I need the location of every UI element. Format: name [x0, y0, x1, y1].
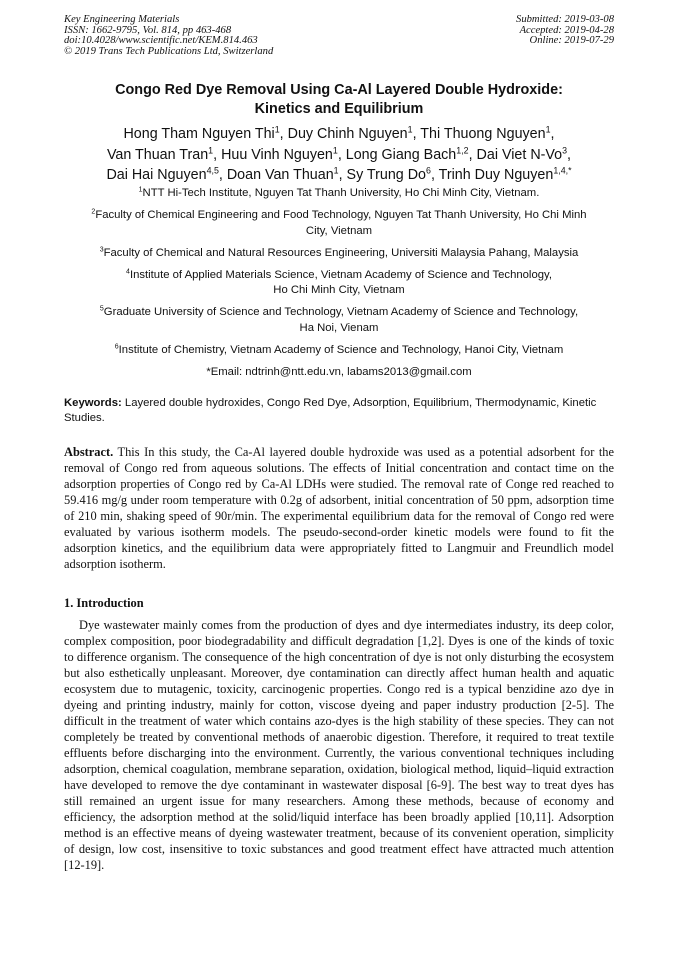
author: Van Thuan Tran [106, 146, 209, 163]
author: Thi Thuong Nguyen [420, 126, 546, 142]
author: Hong Tham Nguyen Thi [123, 126, 275, 142]
abstract-label: Abstract. [64, 445, 114, 459]
affiliation-1: $^1$NTT Hi-Tech Institute, Nguyen Tat Thanh University, Ho Chi Minh City, Vietnam. [138, 186, 540, 199]
author-affil-mark: 1 [274, 124, 280, 135]
title-line-2: Kinetics and Equilibrium [254, 101, 424, 117]
author-affil-mark: 6 [426, 165, 431, 176]
doi-link[interactable]: doi:10.4028/www.scientific.net/KEM.814.463 [64, 35, 258, 47]
author-list: Hong Tham Nguyen Thi$^1$, Duy Chinh Nguyen$^1$, Thi Thuong Nguyen$^1$, Van Thuan Tran$^1$, Huu Vinh Nguyen$^1$, Long Giang Bach$^{1,2}$, Dai Viet N-Vo$^3$, Dai Hai Nguyen$^{4,5}$, Doan Van Thuan$^1$, Sy Trung Do$^6$, Trinh Duy Nguyen$^{1,4,*}$ [106, 124, 572, 183]
abstract-text: This In this study, the Ca-Al layered double hydroxide was used as a potential adsorbent for the removal of Congo red from aqueous solutions. The effects of Initial concentration and contact time on the adsorption properties of Congo red by Ca-Al LDHs were studied. The removal rate of Conge red reached to 59.416 mg/g under room temperature with 0.2g of adsorbent, initial concentration of 50 ppm, adsorption time of 210 min, shaking speed of 90r/min. The experimental equilibrium data for the removal of Congo red were evaluated by various isotherm models. The pseudo-second-order kinetic models were found to fit the adsorption kinetics, and the equilibrium data were appropriately fitted to Langmuir and Freundlich model adsorption isotherm. [64, 445, 614, 571]
online-date: Online: 2019-07-29 [529, 35, 614, 47]
journal-name: Key Engineering Materials [64, 14, 180, 25]
author: Doan Van Thuan [226, 167, 334, 183]
author: Huu Vinh Nguyen [221, 146, 333, 163]
affiliations [64, 186, 614, 380]
author-affil-mark: 1,4,* [553, 165, 572, 176]
author: Long Giang Bach [345, 146, 457, 163]
affiliation-4: $^4$Institute of Applied Materials Science, Vietnam Academy of Science and Technology, Ho Chi Minh City, Vietnam [126, 268, 552, 296]
keywords-text: Layered double hydroxides, Congo Red Dye, Adsorption, Equilibrium, Thermodynamic, Kinetic Studies. [64, 397, 597, 424]
journal-issn: ISSN: 1662-9795, Vol. 814, pp 463-468 [64, 24, 232, 36]
affiliation-5: $^5$Graduate University of Science and Technology, Vietnam Academy of Science and Technology, Ha Noi, Vienam [99, 305, 579, 334]
corresponding-email[interactable]: *Email: ndtrinh@ntt.edu.vn, labams2013@gmail.com [206, 365, 472, 378]
author: Trinh Duy Nguyen [438, 167, 554, 183]
keywords-label: Keywords: [64, 397, 122, 409]
accepted-date: Accepted: 2019-04-28 [519, 24, 614, 36]
introduction-paragraph: Dye wastewater mainly comes from the production of dyes and dye intermediates industry, its deep color, complex composition, poor biodegradability and difficult degradation [1,2]. Dyes is one of the kinds of toxic to difference organism. The consequence of the high concentration of dye is not only disturbing the ecosystem but also esthetically unpleasant. Moreover, dye contamination can directly affect human health and aquatic ecosystem due to mutagenic, toxicity, carcinogenic properties. Congo red is a typical benzidine azo dye in dyeing and printing industry, mainly for cotton, viscose dyeing and paper industry production [2-5]. The difficult in the treatment of water which contains azo-dyes is the high stability of these species. They can not completely be treated by conventional methods of anaerobic digestion. Therefore, it required to treat textile effluents before discharging into the environment. Currently, the various conventional techniques including adsorption, chemical coagulation, membrane separation, oxidation, biological method, liquid–liquid extraction have developed to remove the dye contaminant in wastewater disposal [6-9]. The best way to treat dyes has still remained an urgent issue for many researchers. Among these methods, because of economy and efficiency, the adsorption method at the solid/liquid interface has been broadly applied [10,11]. Adsorption method is an effective means of dyeing wastewater treatment, because of its convenient operation, simplicity of design, low cost, insensitive to toxic substances and good treatment effect have attracted much attention [12-19]. [64, 618, 614, 872]
abstract [64, 444, 614, 572]
section-heading-introduction: 1. Introduction [64, 596, 144, 610]
author-affil-mark: 1 [208, 145, 214, 156]
author: Dai Hai Nguyen [106, 167, 207, 183]
author: Sy Trung Do [346, 167, 426, 183]
title-line-1: Congo Red Dye Removal Using Ca-Al Layered Double Hydroxide: [115, 82, 563, 98]
author-affil-mark: 1 [407, 124, 413, 135]
keywords [64, 396, 614, 426]
paper-title [64, 81, 614, 119]
author-affil-mark: 1 [545, 124, 551, 135]
author-affil-mark: 3 [562, 145, 568, 156]
author: Duy Chinh Nguyen [287, 126, 408, 142]
copyright: © 2019 Trans Tech Publications Ltd, Switzerland [64, 46, 274, 58]
author: Dai Viet N-Vo [476, 146, 563, 163]
affiliation-3: $^3$Faculty of Chemical and Natural Resources Engineering, Universiti Malaysia Pahang, Malaysia [99, 246, 579, 259]
author-affil-mark: 1,2 [456, 145, 469, 156]
author-affil-mark: 1 [332, 145, 338, 156]
affiliation-6: $^6$Institute of Chemistry, Vietnam Academy of Science and Technology, Hanoi City, Vietnam [114, 343, 564, 356]
submitted-date: Submitted: 2019-03-08 [516, 14, 614, 25]
journal-info [64, 15, 273, 58]
publication-dates [516, 15, 614, 47]
author-affil-mark: 1 [333, 165, 339, 176]
author-affil-mark: 4,5 [206, 165, 219, 176]
affiliation-2: $^2$Faculty of Chemical Engineering and Food Technology, Nguyen Tat Thanh University, Ho Chi Minh City, Vietnam [91, 208, 587, 237]
